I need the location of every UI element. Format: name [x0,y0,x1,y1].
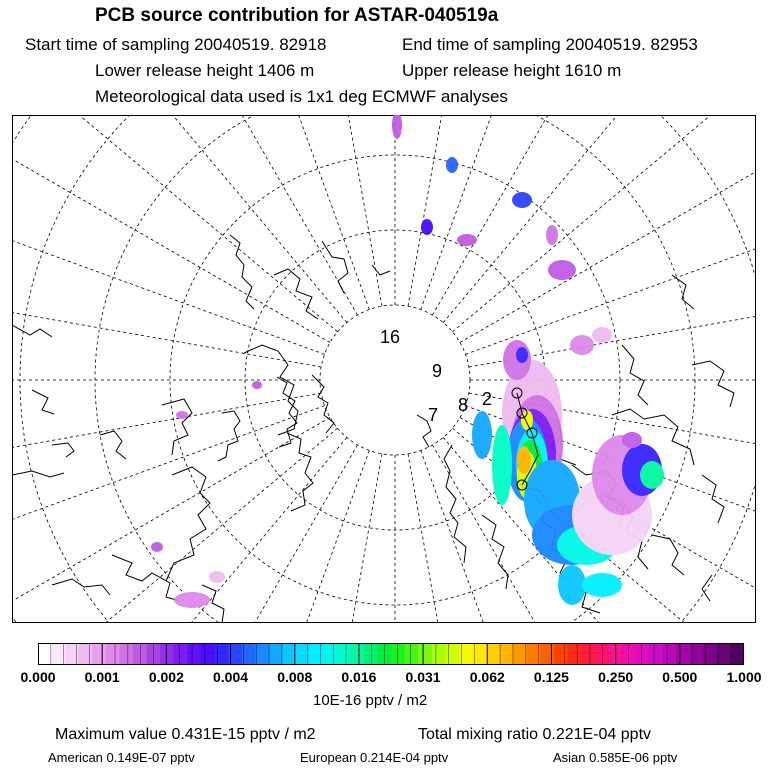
colorbar-tick-label: 0.008 [277,669,313,685]
map-label-8: 8 [458,395,469,415]
european-contribution: European 0.214E-04 pptv [300,750,449,765]
map-label-2: 2 [482,389,493,409]
polar-map [12,115,756,623]
max-value-label: Maximum value 0.431E-15 pptv / m2 [55,726,316,743]
colorbar-cell [717,643,731,665]
lower-height-label: Lower release height 1406 m [95,61,315,80]
colorbar-cell [540,643,554,665]
colorbar-cell [459,643,473,665]
colorbar-cell [649,643,663,665]
colorbar-cell [65,643,79,665]
colorbar-cell [445,643,459,665]
colorbar-cell [513,643,527,665]
colorbar-cell [79,643,93,665]
colorbar-cell [310,643,324,665]
concentration-blob [457,234,477,246]
concentration-blob [640,461,664,489]
concentration-blob [209,571,225,583]
colorbar-cell [242,643,256,665]
colorbar-cell [527,643,541,665]
colorbar-tick-label: 0.001 [84,669,120,685]
colorbar-cell [581,643,595,665]
concentration-blob [421,219,433,235]
concentration-blob [592,327,612,343]
concentration-blob [516,347,528,363]
concentration-blob [546,225,558,245]
colorbar-cell [663,643,677,665]
concentration-blob [570,335,594,355]
concentration-blob [548,260,576,280]
colorbar-cell [568,643,582,665]
colorbar-cell [337,643,351,665]
map-frame [13,116,756,623]
concentration-blob [446,157,458,173]
concentration-blob [622,432,642,448]
colorbar-cell [622,643,636,665]
concentration-blob [174,592,210,608]
colorbar-tick-label: 0.500 [662,669,698,685]
colorbar-cell [418,643,432,665]
met-data-label: Meteorological data used is 1x1 deg ECMWF analyses [95,87,508,106]
colorbar-cell [187,643,201,665]
concentration-blob [558,565,586,605]
colorbar-cell [432,643,446,665]
colorbar-cell [269,643,283,665]
colorbar-cell [500,643,514,665]
colorbar-tick-label: 0.016 [341,669,377,685]
colorbar-cell [690,643,704,665]
colorbar-cell [595,643,609,665]
colorbar-unit: 10E-16 pptv / m2 [313,692,428,709]
colorbar-tick-label: 0.062 [469,669,505,685]
colorbar-tick-label: 0.002 [148,669,184,685]
colorbar-tick-label: 0.000 [20,669,56,685]
colorbar-cell [38,643,52,665]
colorbar-cell [730,643,744,665]
colorbar-tick-label: 0.004 [213,669,249,685]
colorbar-tick-label: 0.125 [533,669,569,685]
asian-contribution: Asian 0.585E-06 pptv [553,750,678,765]
concentration-blob [472,411,492,459]
end-time-label: End time of sampling 20040519. 82953 [402,35,698,54]
colorbar-cell [133,643,147,665]
colorbar-cell [174,643,188,665]
colorbar-cell [323,643,337,665]
colorbar-cell [676,643,690,665]
colorbar-cell [201,643,215,665]
concentration-blob [517,446,531,474]
total-mixing-label: Total mixing ratio 0.221E-04 pptv [418,726,652,743]
colorbar-cell [160,643,174,665]
colorbar-cell [350,643,364,665]
colorbar-cell [554,643,568,665]
american-contribution: American 0.149E-07 pptv [48,750,195,765]
colorbar-cell [255,643,269,665]
map-label-9: 9 [432,361,443,381]
concentration-blob [252,381,262,389]
concentration-blob [176,411,188,419]
colorbar-tick-label: 0.031 [405,669,441,685]
colorbar-tick-label: 0.250 [598,669,634,685]
map-label-7: 7 [428,405,439,425]
colorbar-cell [215,643,229,665]
concentration-blob [503,340,531,380]
colorbar-cell [635,643,649,665]
map-label-16: 16 [380,327,401,347]
upper-height-label: Upper release height 1610 m [402,61,622,80]
concentration-blob [512,192,532,208]
colorbar-cell [119,643,133,665]
colorbar [38,643,744,665]
colorbar-cell [296,643,310,665]
colorbar-cell [364,643,378,665]
concentration-blob [151,542,163,552]
start-time-label: Start time of sampling 20040519. 82918 [25,35,327,54]
map-title: PCB source contribution for ASTAR-040519a [95,5,499,26]
colorbar-cell [106,643,120,665]
concentration-blob [492,425,512,505]
colorbar-cell [391,643,405,665]
colorbar-cell [405,643,419,665]
concentration-blob [582,573,622,597]
colorbar-tick-label: 1.000 [726,669,762,685]
colorbar-cell [92,643,106,665]
colorbar-cell [486,643,500,665]
